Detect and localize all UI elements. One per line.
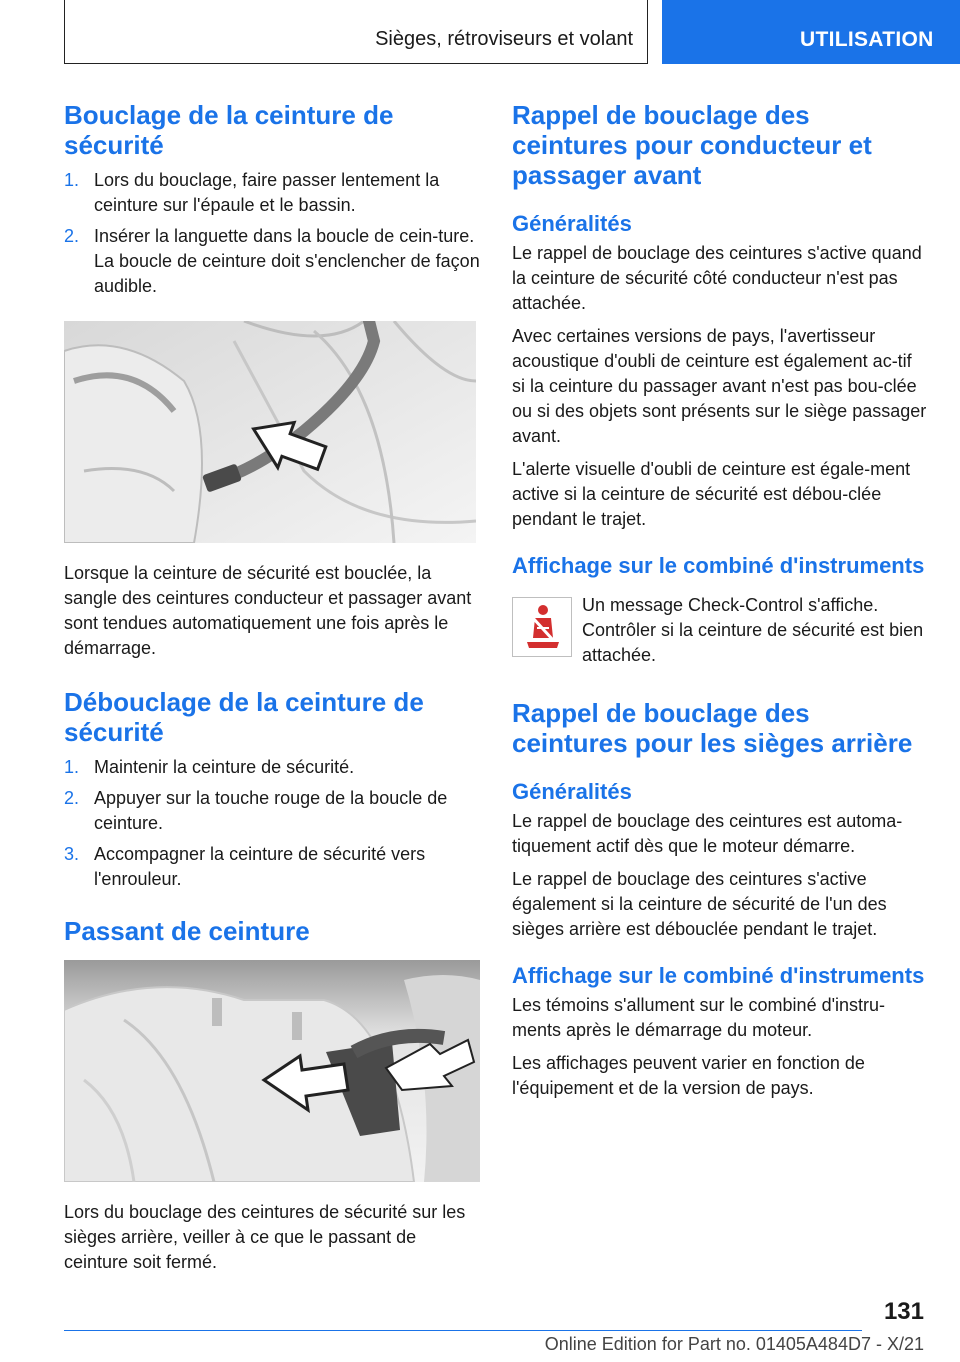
- step-number: 2.: [64, 226, 80, 246]
- list-item: [64, 224, 482, 299]
- section-title-belt-guide: Passant de ceinture: [64, 916, 310, 946]
- footer-edition: Online Edition for Part no. 01405A484D7 - X/21: [544, 1334, 924, 1354]
- section-title-front-reminder: Rappel de bouclage des ceintures pour conducteur et passager avant: [512, 100, 872, 190]
- step-text: Maintenir la ceinture de sécurité.: [94, 757, 355, 777]
- front-paragraph-1: Le rappel de bouclage des ceintures s'active quand la ceinture de sécurité côté conducteur n'est pas attachée.: [512, 243, 922, 313]
- front-paragraph-3: L'alerte visuelle d'oubli de ceinture est égale‐ment active si la ceinture de sécurité est débou‐clée pendant le trajet.: [512, 459, 911, 529]
- footer-divider: [64, 1330, 862, 1331]
- buckling-note: Lorsque la ceinture de sécurité est bouclée, la sangle des ceintures conducteur et passager avant sont tendues automatiquement une fois après le démarrage.: [64, 563, 472, 658]
- step-number: 1.: [64, 757, 80, 777]
- step-text: Insérer la languette dans la boucle de cein‐ture. La boucle de ceinture doit s'enclencher de façon audible.: [94, 226, 480, 296]
- subheading-display-front: Affichage sur le combiné d'instruments: [512, 553, 925, 578]
- list-item: [64, 168, 482, 218]
- section-title-rear-reminder: Rappel de bouclage des ceintures pour les sièges arrière: [512, 698, 913, 758]
- list-item: [64, 842, 482, 892]
- header-section-box: [64, 0, 648, 64]
- step-number: 3.: [64, 844, 80, 864]
- belt-guide-photo: [64, 960, 480, 1182]
- buckling-steps: [64, 168, 482, 299]
- left-column: [64, 100, 482, 1283]
- step-number: 2.: [64, 788, 80, 808]
- rear-paragraph-3: Les témoins s'allument sur le combiné d'instru‐ments après le démarrage du moteur.: [512, 995, 886, 1040]
- rear-paragraph-1: Le rappel de bouclage des ceintures est automa‐tiquement actif dès que le moteur démarre.: [512, 811, 903, 856]
- front-paragraph-2: Avec certaines versions de pays, l'avertisseur acoustique d'oubli de ceinture est également ac‐tif si la ceinture du passager avant n'est pas bou‐clée ou si des objets sont présents sur le siège passager avant.: [512, 326, 927, 446]
- unbuckling-steps: [64, 755, 482, 892]
- header-tab-label: UTILISATION: [800, 28, 934, 51]
- step-number: 1.: [64, 170, 80, 190]
- right-column: [512, 100, 928, 1109]
- section-title-buckling: Bouclage de la ceinture de sécurité: [64, 100, 394, 160]
- page-number: 131: [883, 1298, 924, 1325]
- header-tab: [662, 0, 960, 64]
- step-text: Appuyer sur la touche rouge de la boucle de ceinture.: [94, 788, 448, 833]
- list-item: [64, 755, 482, 780]
- header-section-title: Sièges, rétroviseurs et volant: [375, 28, 633, 50]
- seatbelt-buckle-photo: [64, 321, 476, 543]
- check-control-text: Un message Check-Control s'affiche. Contrôler si la ceinture de sécurité est bien attachée.: [582, 595, 924, 665]
- section-title-unbuckling: Débouclage de la ceinture de sécurité: [64, 687, 424, 747]
- step-text: Accompagner la ceinture de sécurité vers l'enrouleur.: [94, 844, 426, 889]
- list-item: [64, 786, 482, 836]
- belt-guide-note: Lors du bouclage des ceintures de sécurité sur les sièges arrière, veiller à ce que le passant de ceinture soit fermé.: [64, 1202, 466, 1272]
- step-text: Lors du bouclage, faire passer lentement la ceinture sur l'épaule et le bassin.: [94, 170, 440, 215]
- subheading-general-front: Généralités: [512, 211, 632, 236]
- subheading-display-rear: Affichage sur le combiné d'instruments: [512, 963, 925, 988]
- subheading-general-rear: Généralités: [512, 779, 632, 804]
- rear-paragraph-4: Les affichages peuvent varier en fonction de l'équipement et de la version de pays.: [512, 1053, 865, 1098]
- check-control-row: [512, 593, 928, 668]
- seatbelt-warning-icon: [512, 597, 572, 657]
- rear-paragraph-2: Le rappel de bouclage des ceintures s'active également si la ceinture de sécurité de l'un des sièges arrière est débouclée pendant le trajet.: [512, 869, 887, 939]
